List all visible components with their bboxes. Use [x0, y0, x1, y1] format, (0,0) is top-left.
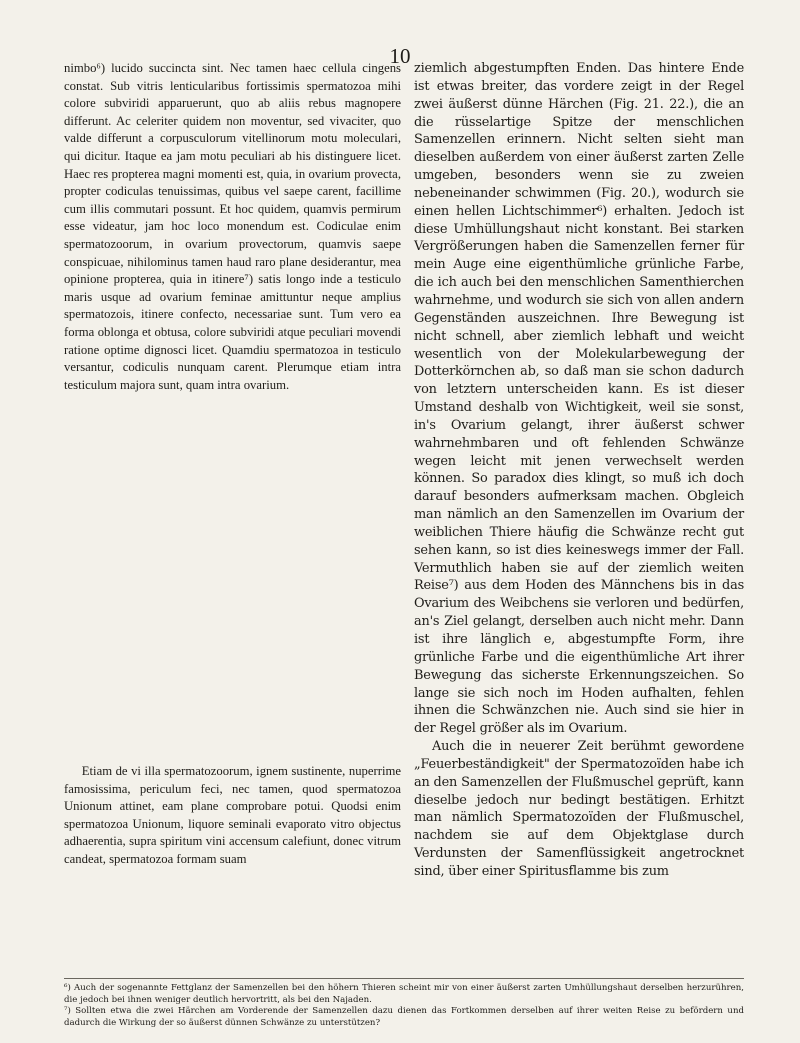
- footnote-divider: [64, 978, 744, 979]
- german-paragraph-1: ziemlich abgestumpften Enden. Das hintere Ende ist etwas breiter, das vordere zeigt in der Regel zwei äußerst dünne Härchen (Fig. 21. 22.), die an die rüsselartige Spitze der menschlichen Samenzellen erinnern. Nicht selten sieht man dieselben außerdem von einer äußerst zarten Zelle umgeben, besonders wenn sie zu zweien nebeneinander schwimmen (Fig. 20.), wodurch sie einen hellen Lichtschimmer⁶) erhalten. Jedoch ist diese Umhüllungshaut nicht konstant. Bei starken Vergrößerungen haben die Samenzellen ferner für mein Auge eine eigenthümliche grünliche Farbe, die ich auch bei den menschlichen Samenthierchen wahrnehme, und wodurch sie sich von allen andern Gegenständen auszeichnen. Ihre Bewegung ist nicht schnell, aber ziemlich lebhaft und weicht wesentlich von der Molekularbewegung der Dotterkörnchen ab, so daß man sie schon dadurch von letztern unterscheiden kann. Es ist dieser Umstand deshalb von Wichtigkeit, weil sie sonst, in's Ovarium gelangt, ihrer äußerst schwer wahrnehmbaren und oft fehlenden Schwänze wegen leicht mit jenen verwechselt werden können. So paradox dies klingt, so muß ich doch darauf besonders aufmerksam machen. Obgleich man nämlich an den Samenzellen im Ovarium der weiblichen Thiere häufig die Schwänze recht gut sehen kann, so ist dies keineswegs immer der Fall. Vermuthlich haben sie auf der ziemlich weiten Reise⁷) aus dem Hoden des Männchens bis in das Ovarium des Weibchens sie verloren und bedürfen, an's Ziel gelangt, derselben auch nicht mehr. Dann ist ihre länglich e, abgestumpfte Form, ihre grünliche Farbe und die eigenthümliche Art ihrer Bewegung das sicherste Erkennungszeichen. So lange sie sich noch im Hoden aufhalten, fehlen ihnen die Schwänzchen nie. Auch sind sie hier in der Regel größer als im Ovarium.: [414, 61, 744, 737]
- page-number: 10: [389, 44, 411, 68]
- german-paragraph-2: Auch die in neuerer Zeit berühmt gewordene „Feuerbeständigkeit" der Spermatozoïden habe ich an den Samenzellen der Flußmuschel geprüft, kann dieselbe jedoch nur bedingt bestätigen. Erhitzt man nämlich Spermatozoïden der Flußmuschel, nachdem sie auf dem Objektglase durch Verdunsten der Samenflüssigkeit angetrocknet sind, über einer Spiritusflamme bis zum: [414, 739, 744, 879]
- footnote-7: ⁷) Sollten etwa die zwei Härchen am Vorderende der Samenzellen dazu dienen das Fortkommen derselben auf ihrer weiten Reise zu befördern und dadurch die Wirkung der so äußerst dünnen Schwänze zu unterstützen?: [64, 1006, 744, 1028]
- latin-column-lower: [64, 763, 401, 869]
- footnotes: [64, 983, 744, 1029]
- latin-paragraph-2: Etiam de vi illa spermatozoorum, ignem sustinente, nuperrime famosissima, periculum feci, nec tamen, quod spermatozoa Unionum attinet, eam plane comprobare potui. Quodsi enim spermatozoa Unionum, liquore seminali evaporato vitro objectus adhaerentia, supra spiritum vini accensum calefiunt, donec vitrum candeat, spermatozoa formam suam: [64, 764, 401, 866]
- german-column: [414, 60, 744, 881]
- latin-paragraph-1: nimbo⁶) lucido succincta sint. Nec tamen haec cellula cingens constat. Sub vitris lenticularibus fortissimis spermatozoa mihi colore subviridi apparuerunt, quo ab aliis rebus magnopere differunt. Ac celeriter quidem non moventur, sed vivaciter, quo valde differunt a corpusculorum vitellinorum motu moleculari, qui dicitur. Itaque ea jam motu peculiari ab his distinguere licet. Haec res propterea magni momenti est, quia, in ovarium provecta, propter codiculas tenuissimas, quibus vel saepe carent, facillime cum illis commutari possunt. Et hoc quidem, quamvis permirum esse videatur, jam hoc loco monendum est. Codiculae enim spermatozoorum, in ovarium provectorum, quamvis saepe conspicuae, nihilominus tamen haud raro plane desiderantur, mea opinione propterea, quia in itinere⁷) satis longo inde a testiculo maris usque ad ovarium feminae amittuntur neque amplius spermatozois, itinere confecto, necessariae sunt. Tum vero ea forma oblonga et obtusa, colore subviridi atque peculiari movendi ratione optime dignosci licet. Quamdiu spermatozoa in testiculo versantur, codiculis nunquam carent. Plerumque etiam intra testiculum majora sunt, quam intra ovarium.: [64, 61, 401, 392]
- footnote-6: ⁶) Auch der sogenannte Fettglanz der Samenzellen bei den höhern Thieren scheint mir von einer äußerst zarten Umhüllungshaut derselben herzurühren, die jedoch bei ihnen weniger deutlich hervortritt, als bei den Najaden.: [64, 983, 744, 1005]
- latin-column: [64, 60, 401, 394]
